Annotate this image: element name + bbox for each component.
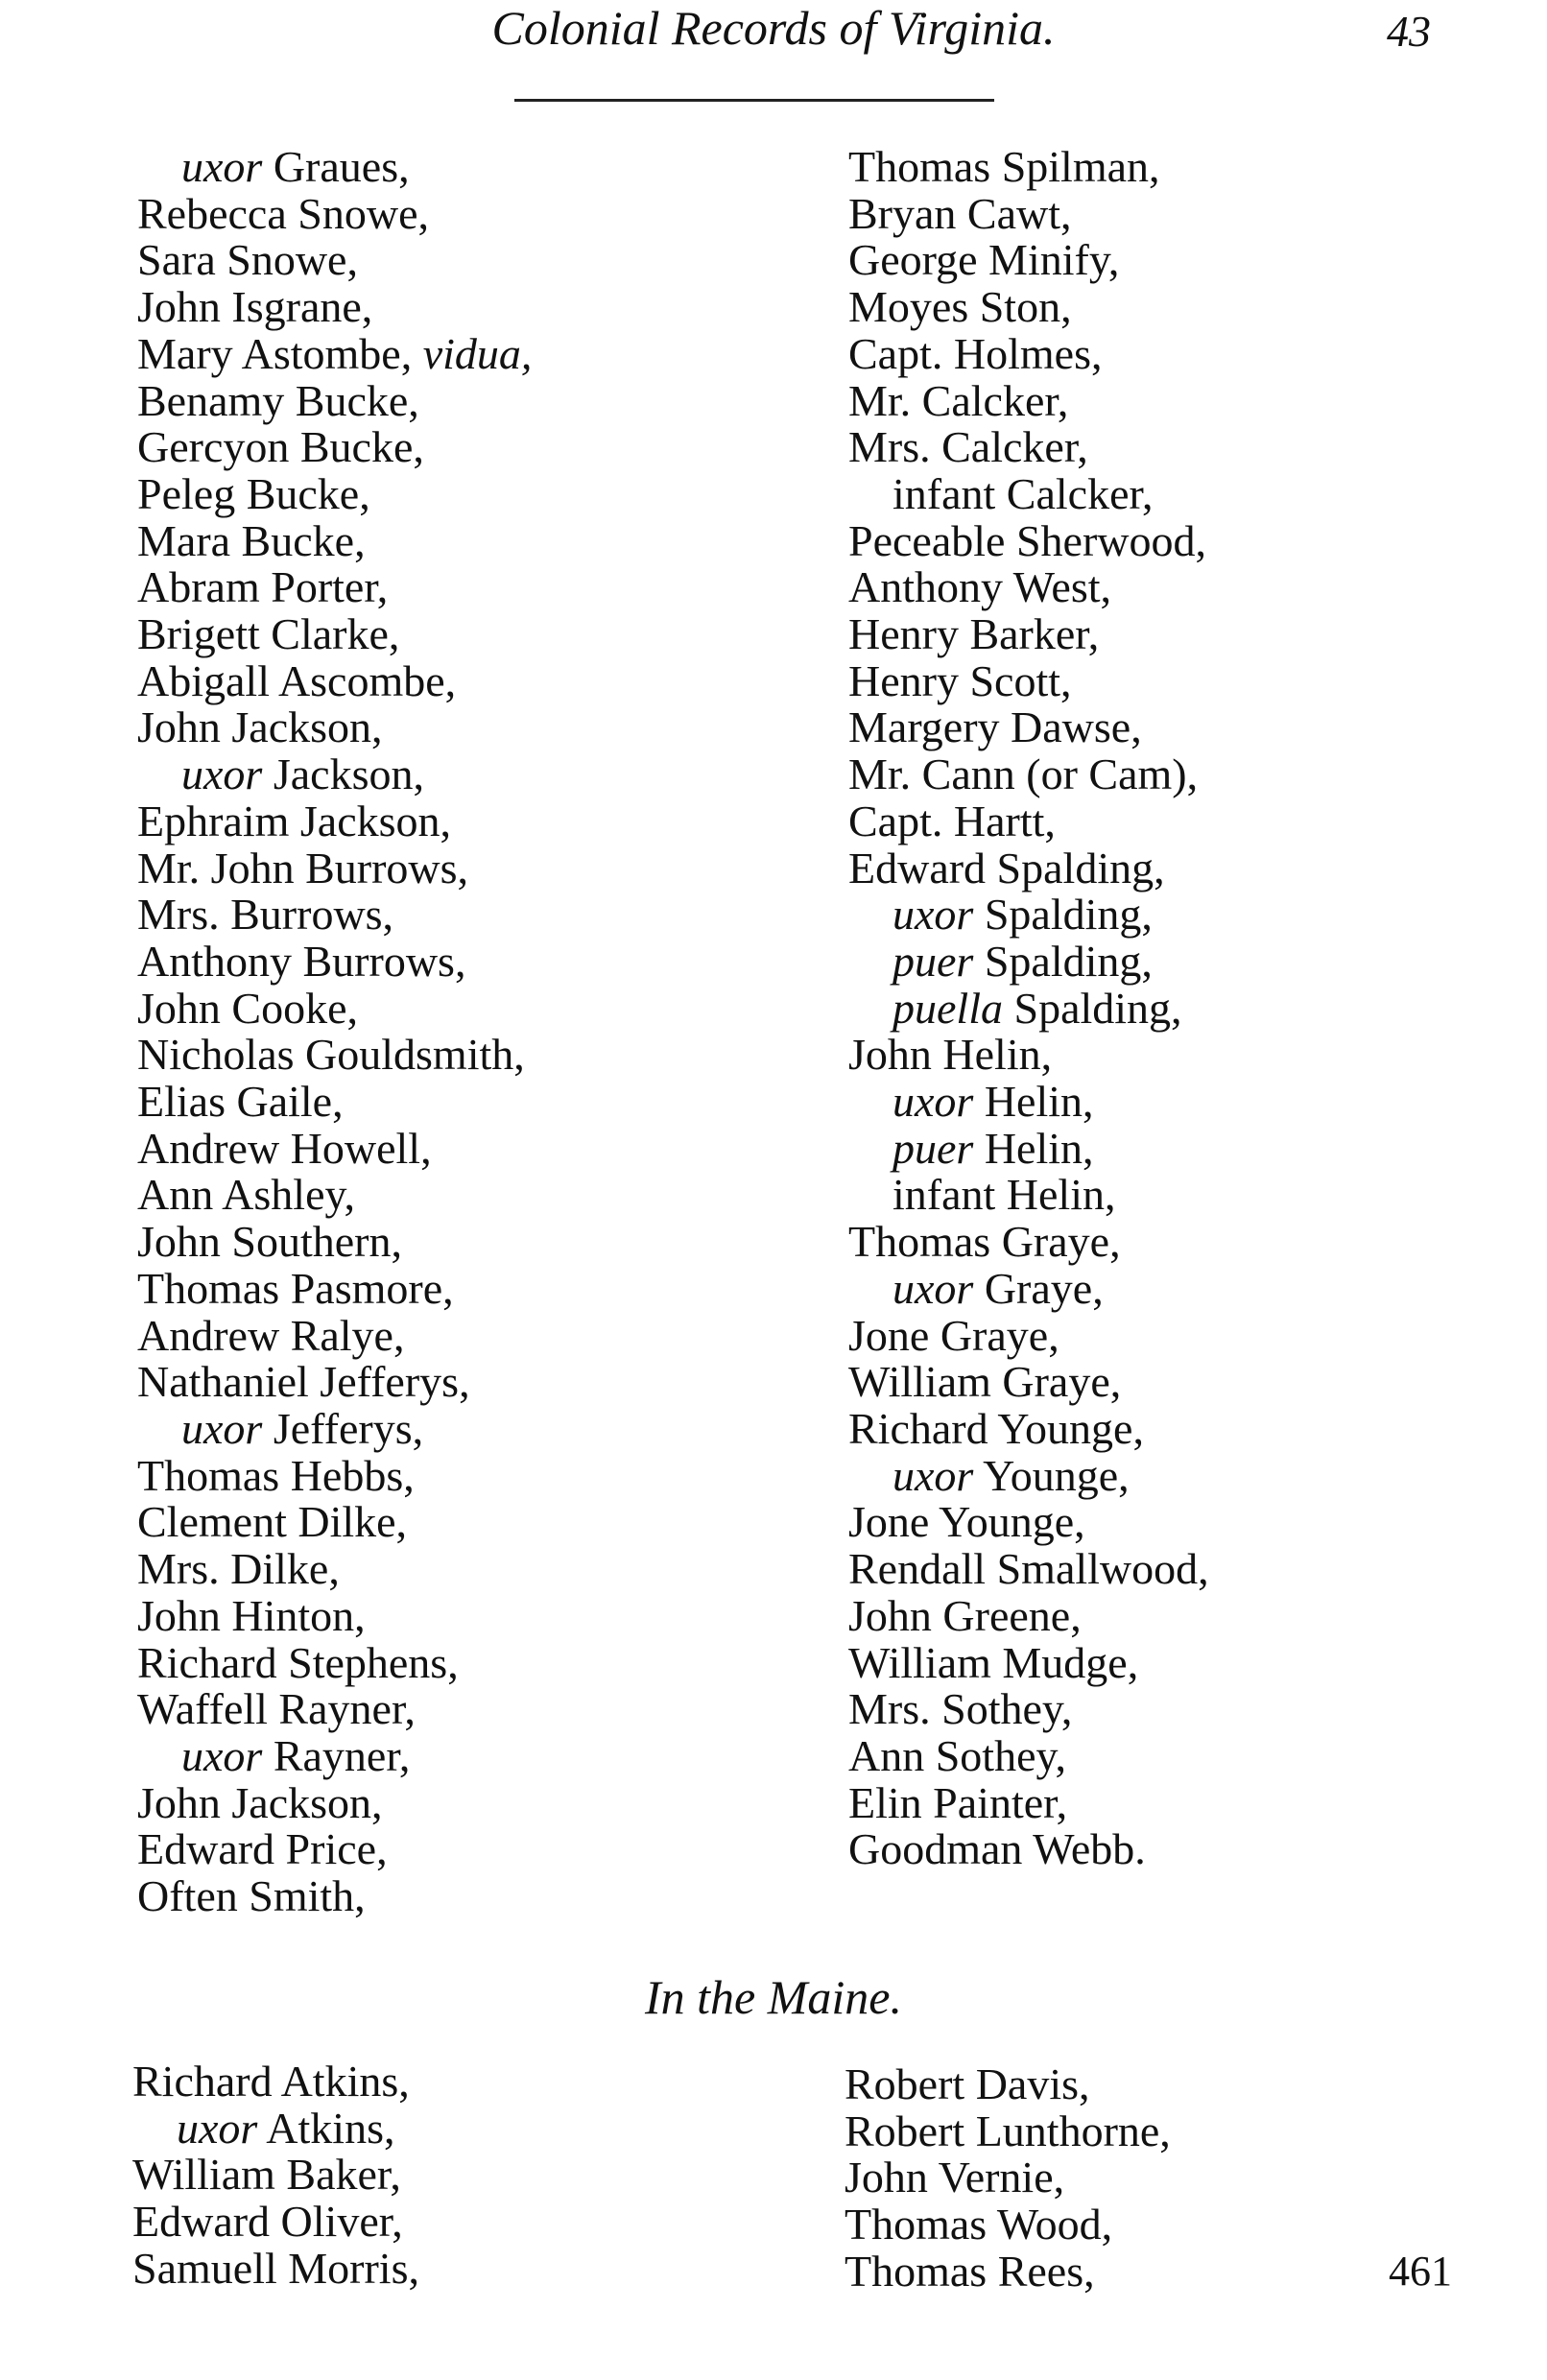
person-name: William Graye,	[848, 1357, 1122, 1407]
person-name: Mrs. Dilke,	[137, 1544, 340, 1594]
person-name: Brigett Clarke,	[137, 609, 400, 659]
person-name: Abigall Ascombe,	[137, 655, 457, 705]
person-name: Graues,	[273, 142, 410, 191]
name-entry	[137, 1263, 532, 1313]
latin-prefix: puer	[892, 936, 974, 986]
latin-prefix: puer	[892, 1123, 974, 1173]
name-entry	[848, 1590, 1209, 1640]
name-entry	[848, 1546, 1209, 1593]
section-heading: In the Maine.	[645, 1970, 902, 2024]
name-entry	[137, 1219, 532, 1266]
name-entry	[848, 1730, 1209, 1780]
name-entry	[848, 1032, 1209, 1079]
person-name: Peceable Sherwood,	[848, 515, 1206, 565]
person-name: Robert Davis,	[845, 2059, 1090, 2108]
name-entry	[848, 1310, 1209, 1360]
page-number: 43	[1387, 7, 1431, 56]
person-name: John Jackson,	[137, 1777, 383, 1827]
name-entry	[137, 188, 532, 238]
person-name: Henry Scott,	[848, 655, 1072, 705]
person-name: John Isgrane,	[137, 282, 373, 332]
name-entry	[137, 1777, 532, 1827]
person-name: Atkins,	[266, 2103, 395, 2153]
person-name: Robert Lunthorne,	[845, 2106, 1171, 2155]
name-entry	[137, 983, 532, 1033]
latin-prefix: uxor	[892, 1263, 974, 1313]
maine-list-left	[132, 2059, 419, 2293]
latin-prefix: puella	[892, 983, 1003, 1033]
name-entry	[137, 1637, 532, 1687]
name-entry	[848, 1263, 1209, 1313]
name-entry	[132, 2199, 419, 2246]
name-entry	[848, 1686, 1209, 1733]
person-name: Gercyon Bucke,	[137, 422, 424, 472]
name-entry	[137, 1686, 532, 1733]
person-name: Richard Stephens,	[137, 1637, 459, 1687]
latin-prefix: uxor	[892, 1450, 974, 1500]
name-entry	[137, 564, 532, 611]
name-entry	[137, 375, 532, 425]
name-entry	[848, 1403, 1209, 1453]
person-name: Spalding,	[984, 936, 1153, 986]
person-name: Helin,	[984, 1123, 1094, 1173]
name-entry	[848, 983, 1209, 1033]
person-name: infant Helin,	[892, 1170, 1116, 1220]
name-entry	[137, 1546, 532, 1593]
name-entry	[137, 1873, 532, 1920]
person-name: Andrew Ralye,	[137, 1310, 405, 1360]
person-name: Thomas Graye,	[848, 1217, 1121, 1267]
person-name: Mary Astombe,	[137, 328, 413, 378]
name-entry	[137, 798, 532, 845]
name-entry	[137, 655, 532, 705]
name-entry	[137, 704, 532, 751]
person-name: Jefferys,	[273, 1403, 424, 1453]
person-name: John Jackson,	[137, 702, 383, 752]
person-name: Mrs. Calcker,	[848, 422, 1088, 472]
person-name: Graye,	[984, 1263, 1104, 1313]
person-name: Ann Ashley,	[137, 1170, 356, 1220]
person-name: Thomas Hebbs,	[137, 1450, 415, 1500]
person-name: Elin Painter,	[848, 1777, 1068, 1827]
name-entry	[848, 1450, 1209, 1500]
name-entry	[137, 1590, 532, 1640]
name-entry	[137, 936, 532, 986]
latin-prefix: uxor	[181, 142, 263, 191]
name-entry	[137, 611, 532, 658]
person-name: John Greene,	[848, 1590, 1082, 1640]
name-entry	[137, 892, 532, 939]
name-entry	[848, 1123, 1209, 1173]
name-entry	[137, 1499, 532, 1546]
name-entry	[848, 655, 1209, 705]
person-name: Moyes Ston,	[848, 282, 1072, 332]
person-name: John Hinton,	[137, 1590, 366, 1640]
name-entry	[848, 284, 1209, 331]
name-entry	[848, 751, 1209, 798]
person-name: Sara Snowe,	[137, 235, 358, 285]
name-entry	[848, 188, 1209, 238]
person-name: Goodman Webb.	[848, 1824, 1146, 1874]
name-entry	[137, 845, 532, 892]
person-name: Capt. Holmes,	[848, 328, 1103, 378]
person-name: Waffell Rayner,	[137, 1684, 416, 1734]
latin-prefix: uxor	[177, 2103, 258, 2153]
person-name: Often Smith,	[137, 1871, 366, 1921]
person-name: Mr. Cann (or Cam),	[848, 750, 1199, 799]
name-list-left	[137, 144, 532, 1920]
name-entry	[845, 2154, 1171, 2202]
maine-list-right	[845, 2061, 1171, 2296]
name-entry	[845, 2246, 1171, 2296]
person-name: William Mudge,	[848, 1637, 1139, 1687]
person-name: Jackson,	[273, 750, 424, 799]
latin-prefix: uxor	[892, 1077, 974, 1127]
name-entry	[848, 328, 1209, 378]
name-entry	[848, 144, 1209, 191]
person-name: John Helin,	[848, 1030, 1053, 1080]
person-name: George Minify,	[848, 235, 1120, 285]
name-entry	[137, 1826, 532, 1873]
person-name: Jone Younge,	[848, 1497, 1085, 1547]
name-entry	[848, 704, 1209, 751]
name-entry	[848, 1777, 1209, 1827]
person-name: Andrew Howell,	[137, 1123, 432, 1173]
person-name: Mrs. Burrows,	[137, 890, 394, 940]
name-entry	[137, 328, 533, 378]
person-name: Nicholas Gouldsmith,	[137, 1030, 525, 1080]
name-entry	[845, 2061, 1171, 2108]
person-name: John Cooke,	[137, 983, 358, 1033]
latin-prefix: uxor	[181, 1403, 263, 1453]
name-entry	[137, 1450, 532, 1500]
folio-number: 461	[1389, 2248, 1452, 2295]
name-entry	[848, 892, 1209, 939]
person-name: William Baker,	[132, 2150, 401, 2200]
person-name: John Southern,	[137, 1217, 402, 1267]
person-name: Ephraim Jackson,	[137, 796, 452, 845]
name-entry	[137, 424, 532, 471]
name-entry	[137, 468, 532, 518]
person-name: Rayner,	[273, 1730, 411, 1780]
person-name: Margery Dawse,	[848, 702, 1142, 752]
latin-prefix: uxor	[892, 890, 974, 940]
person-name: Henry Barker,	[848, 609, 1100, 659]
name-entry	[137, 1172, 532, 1219]
name-entry	[848, 1172, 1209, 1219]
person-name: Mr. Calcker,	[848, 375, 1069, 425]
person-name: Jone Graye,	[848, 1310, 1059, 1360]
person-name: Mrs. Sothey,	[848, 1684, 1073, 1734]
person-name: Benamy Bucke,	[137, 375, 419, 425]
person-name: Capt. Hartt,	[848, 796, 1056, 845]
name-entry	[848, 1359, 1209, 1406]
person-name: Younge,	[983, 1450, 1130, 1500]
name-entry	[848, 611, 1209, 658]
person-name: Richard Younge,	[848, 1403, 1144, 1453]
person-name: Thomas Pasmore,	[137, 1263, 454, 1313]
name-entry	[137, 1730, 532, 1780]
person-name: Spalding,	[984, 890, 1153, 940]
name-entry	[132, 2059, 419, 2106]
person-name: Thomas Rees,	[845, 2246, 1095, 2296]
name-entry	[137, 1359, 532, 1406]
person-name: Bryan Cawt,	[848, 188, 1072, 238]
name-entry	[137, 1123, 532, 1173]
person-name: Edward Price,	[137, 1824, 388, 1874]
person-name: Clement Dilke,	[137, 1497, 408, 1547]
header-rule	[514, 99, 994, 102]
person-name: Peleg Bucke,	[137, 468, 370, 518]
name-entry	[137, 1032, 532, 1079]
name-entry	[848, 1826, 1209, 1873]
name-entry	[848, 798, 1209, 845]
person-name: Elias Gaile,	[137, 1077, 344, 1127]
person-name: Rendall Smallwood,	[848, 1544, 1209, 1594]
name-entry	[848, 515, 1209, 565]
person-name: Thomas Wood,	[845, 2200, 1113, 2249]
name-entry	[132, 2152, 419, 2199]
name-entry	[137, 284, 532, 331]
person-name: Helin,	[984, 1077, 1094, 1127]
person-name: Edward Oliver,	[132, 2197, 403, 2247]
person-name: Samuell Morris,	[132, 2243, 419, 2293]
person-name: Nathaniel Jefferys,	[137, 1357, 470, 1407]
person-name: Edward Spalding,	[848, 843, 1165, 892]
person-name: Rebecca Snowe,	[137, 188, 429, 238]
person-name: Mara Bucke,	[137, 515, 366, 565]
name-entry	[848, 1499, 1209, 1546]
name-entry	[848, 936, 1209, 986]
name-entry	[848, 564, 1209, 611]
name-entry	[848, 468, 1209, 518]
name-entry	[845, 2108, 1171, 2155]
name-entry	[137, 237, 532, 284]
name-entry	[137, 1403, 532, 1453]
name-list-right	[848, 144, 1209, 1873]
name-entry	[848, 237, 1209, 284]
latin-prefix: uxor	[181, 750, 263, 799]
name-entry	[137, 1310, 532, 1360]
name-entry	[137, 751, 532, 798]
person-name: Anthony West,	[848, 562, 1112, 612]
person-name: Abram Porter,	[137, 562, 389, 612]
person-name: Richard Atkins,	[132, 2057, 410, 2106]
name-entry	[848, 375, 1209, 425]
latin-suffix: vidua,	[422, 328, 533, 378]
name-entry	[845, 2202, 1171, 2249]
person-name: Thomas Spilman,	[848, 142, 1160, 191]
name-entry	[137, 144, 532, 191]
name-entry	[132, 2243, 419, 2293]
name-entry	[137, 515, 532, 565]
name-entry	[848, 424, 1209, 471]
name-entry	[848, 1219, 1209, 1266]
page-header	[0, 0, 1547, 67]
person-name: John Vernie,	[845, 2153, 1065, 2202]
name-entry	[848, 1079, 1209, 1126]
person-name: infant Calcker,	[892, 468, 1154, 518]
running-title: Colonial Records of Virginia.	[491, 1, 1056, 55]
name-entry	[132, 2103, 419, 2153]
person-name: Ann Sothey,	[848, 1730, 1067, 1780]
name-entry	[848, 845, 1209, 892]
latin-prefix: uxor	[181, 1730, 263, 1780]
person-name: Mr. John Burrows,	[137, 843, 469, 892]
name-entry	[137, 1079, 532, 1126]
person-name: Anthony Burrows,	[137, 936, 466, 986]
name-entry	[848, 1637, 1209, 1687]
person-name: Spalding,	[1013, 983, 1182, 1033]
